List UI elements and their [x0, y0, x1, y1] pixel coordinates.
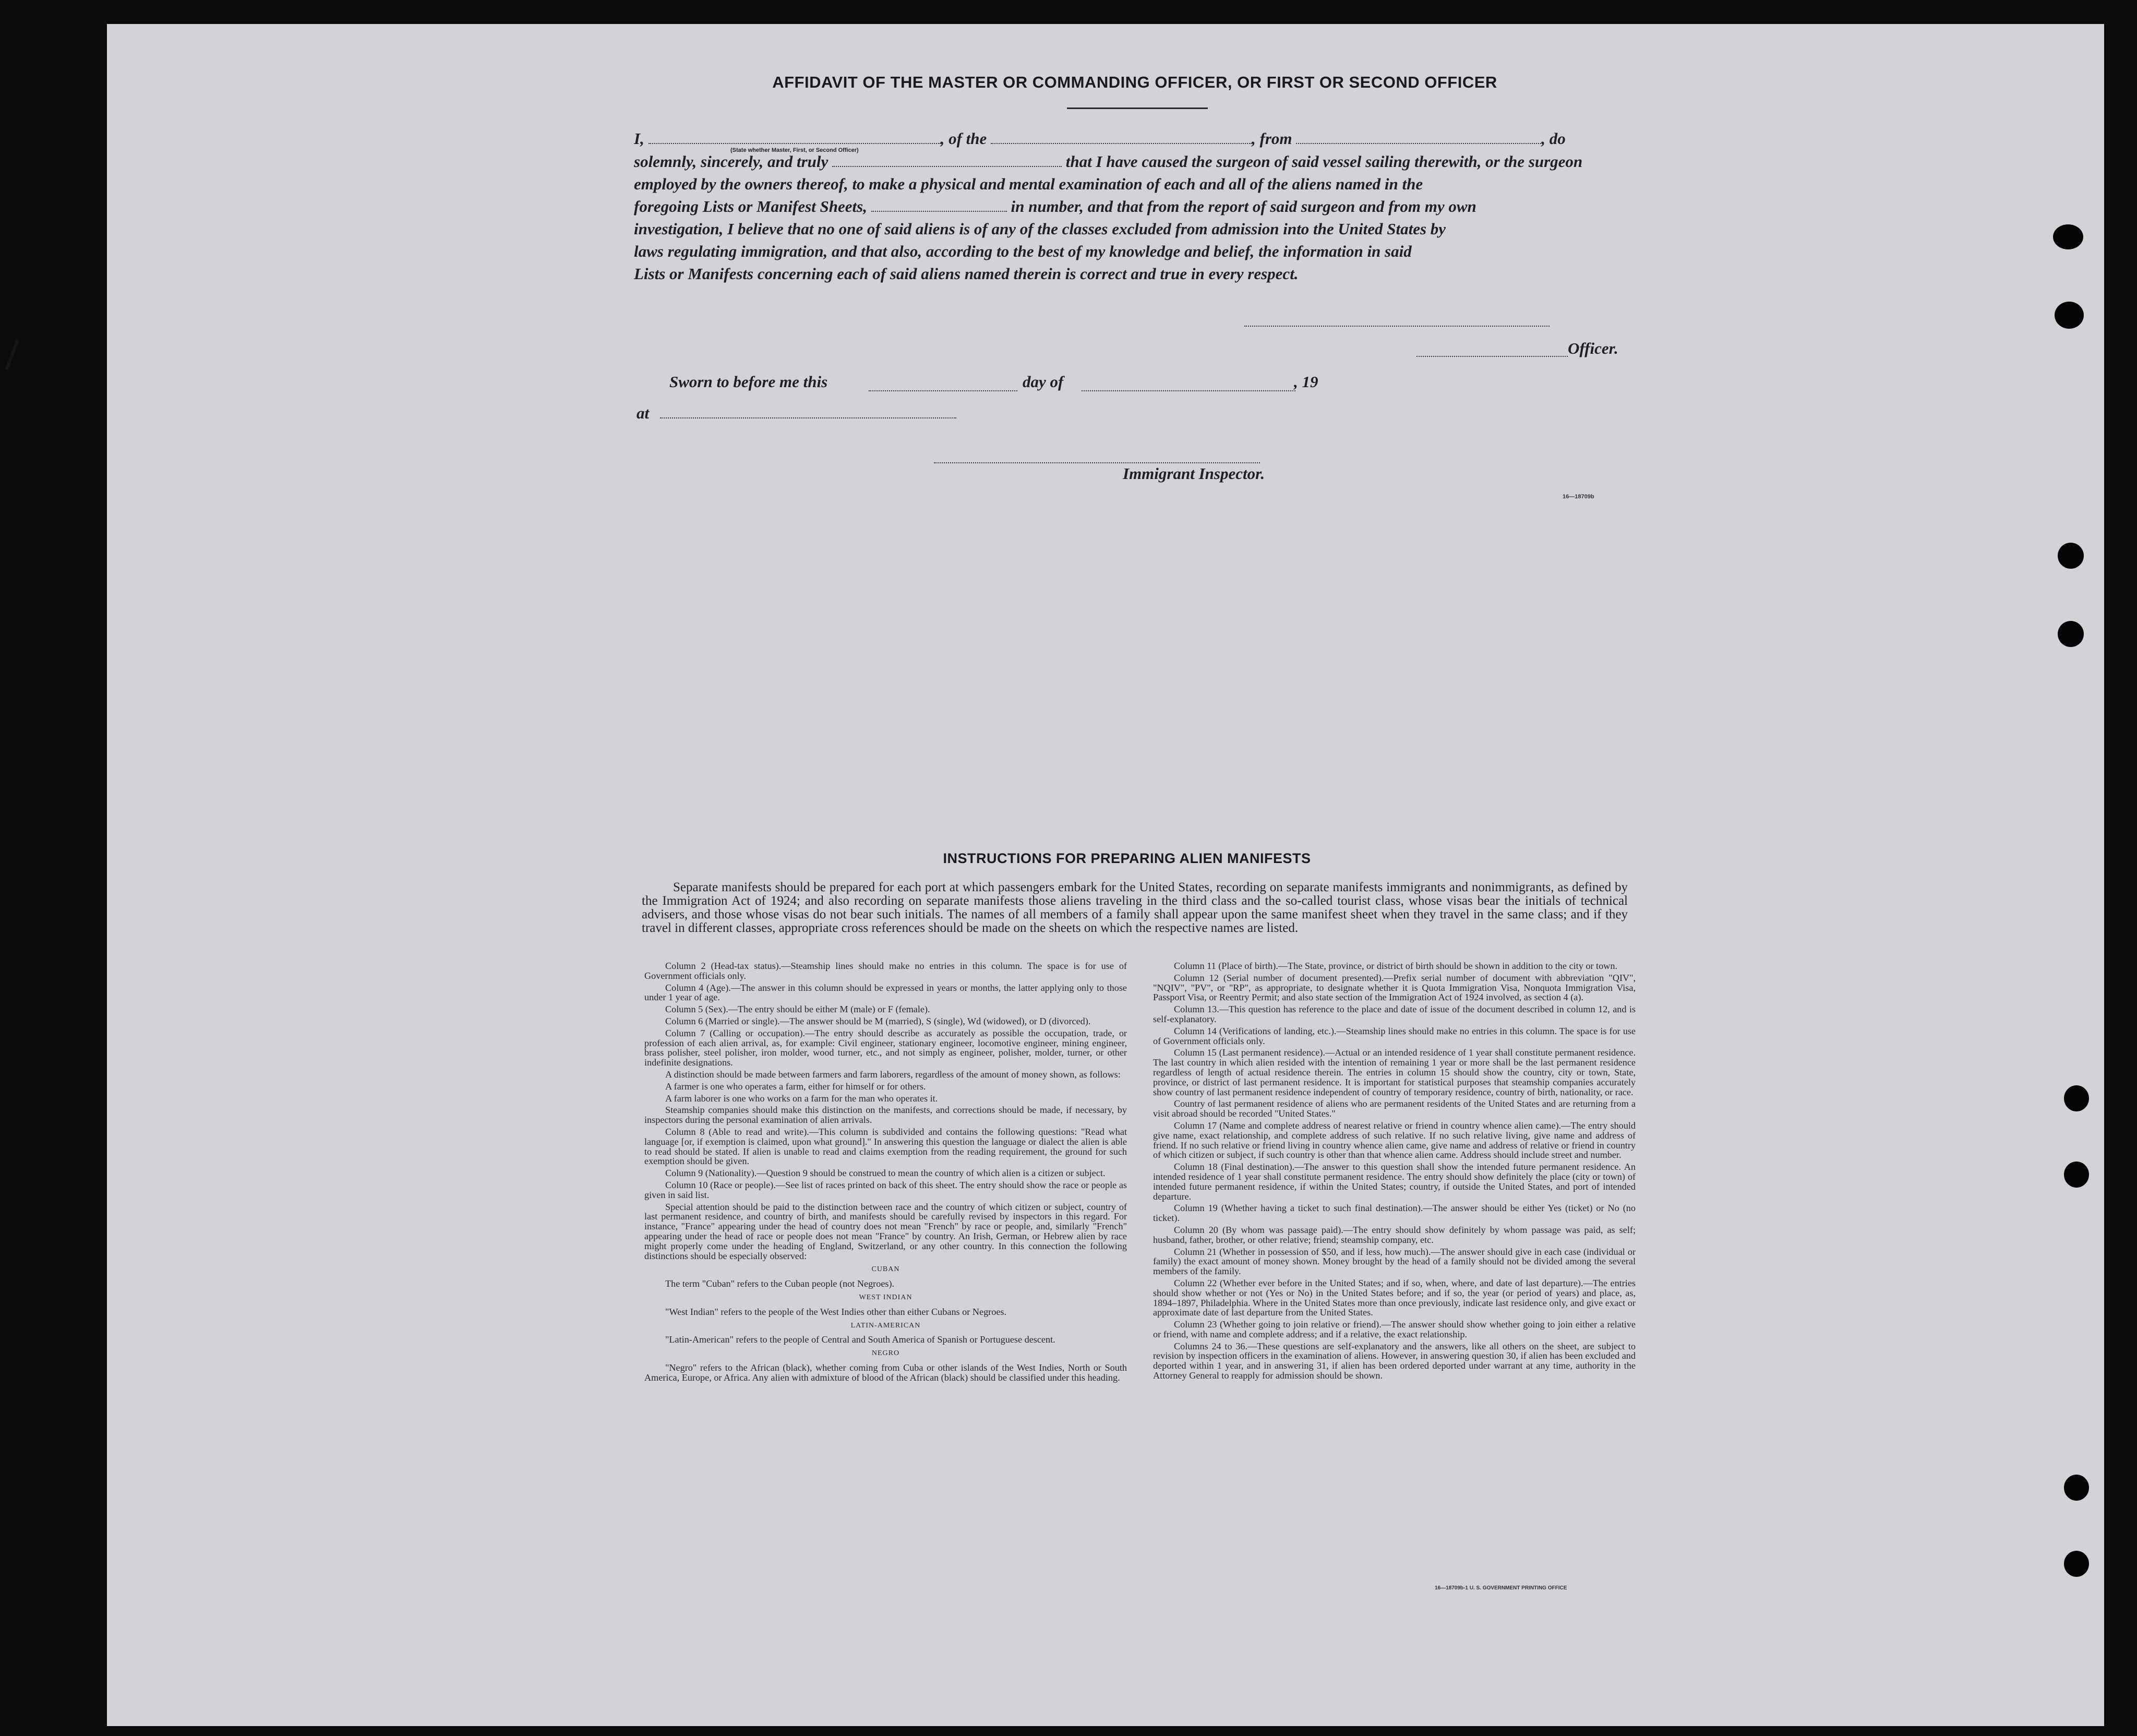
sworn-month-field[interactable]	[1082, 389, 1295, 391]
instructions-right-column	[1153, 961, 1636, 1383]
affidavit-line-6: laws regulating immigration, and that also, according to the best of my knowledge and belief, the information in said	[634, 242, 1412, 260]
officer-signature-line[interactable]	[1244, 325, 1550, 327]
column-19-note: Column 19 (Whether having a ticket to such final destination).—The answer should be either Yes (ticket) or No (no ticket).	[1153, 1203, 1636, 1224]
binder-hole	[2064, 1475, 2089, 1501]
affidavit-line-1: I, , of the , from , do	[634, 129, 1566, 148]
affidavit-line-5: investigation, I believe that no one of said aliens is of any of the classes excluded from admission into the United States by	[634, 220, 1446, 238]
sworn-label: Sworn to before me this	[669, 373, 828, 391]
west-indian-definition: "West Indian" refers to the people of the West Indies other than either Cubans or Negroes.	[665, 1306, 1007, 1317]
vessel-name-field[interactable]	[991, 131, 1252, 144]
affidavit-line-4: foregoing Lists or Manifest Sheets, in number, and that from the report of said surgeon and from my own	[634, 197, 1476, 215]
column-21-note: Column 21 (Whether in possession of $50, and if less, how much).—The answer should give in each case (individual or family) the exact amount of money shown. Money brought by the head of a family should not be divided among the several members of the family.	[1153, 1246, 1636, 1277]
column-10-distinction: Special attention should be paid to the distinction between race and the country of which citizen or subject, country of last permanent residence, and country of birth, and manifests should be carefully revised by inspectors in this regard. For instance, "France" appearing under the head of country does not mean "French" by race or people, and, similarly "French" appearing under the head of race or people does not mean "France" by country. An Irish, German, or Hebrew alien by race might properly come under the heading of England, Switzerland, or any other country. In this connection the following distinctions should be especially observed:	[644, 1201, 1127, 1261]
port-field[interactable]	[1296, 131, 1541, 144]
negro-definition: "Negro" refers to the African (black), whether coming from Cuba or other islands of the West Indies, North or South America, Europe, or Africa. Any alien with admixture of blood of the African (black) should be classified under this heading.	[644, 1362, 1127, 1383]
inspector-label: Immigrant Inspector.	[1123, 464, 1265, 483]
binder-hole	[2064, 1162, 2089, 1188]
column-13-note: Column 13.—This question has reference to the place and date of issue of the document described in column 12, and is self-explanatory.	[1153, 1004, 1636, 1024]
column-2-note: Column 2 (Head-tax status).—Steamship lines should make no entries in this column. The space is for use of Government officials only.	[644, 961, 1127, 981]
sworn-day-field[interactable]	[869, 389, 1017, 391]
binder-hole	[2055, 302, 2084, 329]
column-22-note: Column 22 (Whether ever before in the United States; and if so, when, where, and date of last departure).—The entries should show whether or not (Yes or No) in the United States before; and if so, the year (or period of years) and place, as, 1894–1897, Philadelphia. Where in the United States more than once previously, indicate last residence only, and give exact or approximate date of last departure from the United States.	[1153, 1277, 1636, 1318]
latin-american-heading: LATIN-AMERICAN	[850, 1321, 921, 1330]
column-18-note: Column 18 (Final destination).—The answer to this question shall show the intended future permanent residence. An intended residence of 1 year shall constitute permanent residence. The entry should show definitely the place (city or town) of intended future permanent residence, if within the United States; country, if outside the United States, and port of intended departure.	[1153, 1162, 1636, 1202]
sheet-count-field[interactable]	[871, 199, 1007, 212]
affidavit-line-3: employed by the owners thereof, to make a physical and mental examination of each and all of the aliens named in the	[634, 175, 1423, 193]
title-rule	[1067, 107, 1208, 109]
form-code: 16—18709b	[1563, 494, 1594, 500]
negro-heading: NEGRO	[871, 1349, 900, 1358]
column-4-note: Column 4 (Age).—The answer in this column should be expressed in years or months, the latter applying only to those under 1 year of age.	[644, 982, 1127, 1003]
day-of-label: day of	[1023, 373, 1064, 391]
column-15-returning: Country of last permanent residence of aliens who are permanent residents of the United States and are returning from a visit abroad should be recorded "United States."	[1153, 1098, 1636, 1119]
affidavit-line-7: Lists or Manifests concerning each of said aliens named therein is correct and true in every respect.	[634, 265, 1299, 283]
latin-american-definition: "Latin-American" refers to the people of Central and South America of Spanish or Portuguese descent.	[665, 1334, 1055, 1345]
binder-hole	[2058, 621, 2084, 647]
instructions-title: INSTRUCTIONS FOR PREPARING ALIEN MANIFESTS	[943, 851, 1311, 866]
instructions-intro: Separate manifests should be prepared for each port at which passengers embark for the United States, recording on separate manifests immigrants and nonimmigrants, as defined by the Immigration Act of 1924; and also recording on separate manifests those aliens traveling in the third class and the so-called tourist class, whose visas bear the initials of technical advisers, and those whose visas do not bear such initials. The names of all members of a family shall appear upon the same manifest sheet when they travel in the same class; and if they travel in different classes, appropriate cross references should be made on the sheets on which the respective names are listed.	[642, 880, 1628, 935]
year-label: , 19	[1294, 373, 1318, 391]
binder-hole	[2058, 543, 2084, 569]
column-5-note: Column 5 (Sex).—The entry should be either M (male) or F (female).	[665, 1004, 930, 1015]
column-17-note: Column 17 (Name and complete address of nearest relative or friend in country whence alien came).—The entry should give name, exact relationship, and complete address of such relative. If no such relative living, give name and address of friend. If no such relative or friend living in country whence alien came, give name and address of relative or friend in country of which citizen or subject, if such country is other than that whence alien came. Address should include street and number.	[1153, 1120, 1636, 1160]
column-14-note: Column 14 (Verifications of landing, etc.).—Steamship lines should make no entries in this column. The space is for use of Government officials only.	[1153, 1025, 1636, 1046]
column-8-note: Column 8 (Able to read and write).—This column is subdivided and contains the following questions: "Read what language [or, if exemption is claimed, upon what ground]." In answering this question the language or dialect the alien is able to read should be stated. If alien is unable to read and claims exemption from the reading requirement, the ground for such exemption should be given.	[644, 1126, 1127, 1167]
column-20-note: Column 20 (By whom was passage paid).—The entry should show definitely by whom passage was paid, as self; husband, father, brother, or other relative; friend; steamship company, etc.	[1153, 1224, 1636, 1245]
farm-laborer-definition: A farm laborer is one who works on a farm for the man who operates it.	[665, 1093, 938, 1104]
column-12-note: Column 12 (Serial number of document presented).—Prefix serial number of document with abbreviation "QIV", "NQIV", "PV", or "RP", as appropriate, to designate whether it is Quota Immigration Visa, Nonquota Immigration Visa, Passport Visa, or Reentry Permit; and also state section of the Immigration Act of 1924 involved, as section 4 (a).	[1153, 972, 1636, 1003]
cuban-definition: The term "Cuban" refers to the Cuban people (not Negroes).	[665, 1278, 895, 1289]
column-10-note: Column 10 (Race or people).—See list of races printed on back of this sheet. The entry should show the race or people as given in said list.	[644, 1179, 1127, 1200]
binder-hole	[2053, 224, 2083, 249]
column-15-note: Column 15 (Last permanent residence).—Actual or an intended residence of 1 year shall constitute permanent residence. The last country in which alien resided with the intention of remaining 1 year or more shall be the last permanent residence regardless of length of actual residence therein. The entries in column 15 should show the country, city or town, State, province, or district of last permanent residence. It is important for statistical purposes that steamship companies accurately show country of last permanent residence independent of country of temporary residence, country of birth, nationality, or race.	[1153, 1047, 1636, 1097]
sworn-place-field[interactable]	[660, 416, 956, 418]
printing-office-code: 16—18709b-1 U. S. GOVERNMENT PRINTING OFFICE	[1435, 1585, 1567, 1591]
scan-mark	[5, 340, 19, 370]
at-label: at	[637, 404, 650, 422]
binder-hole	[2064, 1085, 2089, 1111]
binder-hole	[2064, 1551, 2089, 1577]
cuban-heading: CUBAN	[871, 1265, 900, 1274]
column-23-note: Column 23 (Whether going to join relative or friend).—The answer should show whether going to join either a relative or friend, with name and complete address; and if a relative, the exact relationship.	[1153, 1319, 1636, 1339]
west-indian-heading: WEST INDIAN	[859, 1293, 913, 1301]
columns-24-36-note: Columns 24 to 36.—These questions are self-explanatory and the answers, like all others on the sheet, are subject to revision by inspection officers in the examination of aliens. However, in answering question 30, if alien has been excluded and deported within 1 year, and in answering 31, if alien has been ordered deported under warrant at any time, authority in the Attorney General to reapply for admission should be shown.	[1153, 1340, 1636, 1381]
column-9-note: Column 9 (Nationality).—Question 9 should be construed to mean the country of which alien is a citizen or subject.	[665, 1168, 1106, 1179]
column-7-distinction: A distinction should be made between farmers and farm laborers, regardless of the amount of money shown, as follows:	[665, 1069, 1121, 1080]
column-6-note: Column 6 (Married or single).—The answer should be M (married), S (single), Wd (widowed), or D (divorced).	[665, 1015, 1091, 1026]
officer-rank-field[interactable]	[649, 131, 941, 144]
farmer-definition: A farmer is one who operates a farm, either for himself or for others.	[665, 1081, 926, 1092]
column-7-note: Column 7 (Calling or occupation).—The entry should describe as accurately as possible the occupation, trade, or profession of each alien arrival, as, for example: Civil engineer, stationary engineer, locomotive engineer, mining engineer, brass polisher, steel polisher, iron molder, wood turner, etc., and not simply as engineer, polisher, molder, turner, or other indefinite designations.	[644, 1027, 1127, 1068]
column-7-correction: Steamship companies should make this distinction on the manifests, and corrections should be made, if necessary, by inspectors during the personal examination of alien arrivals.	[644, 1105, 1127, 1126]
sworn-manner-field[interactable]	[832, 154, 1062, 167]
rank-hint: (State whether Master, First, or Second Officer)	[730, 147, 859, 153]
instructions-left-column	[644, 961, 1127, 1384]
officer-label: Officer.	[1568, 339, 1618, 357]
affidavit-line-2: solemnly, sincerely, and truly that I have caused the surgeon of said vessel sailing therewith, or the surgeon	[634, 152, 1583, 171]
column-11-note: Column 11 (Place of birth).—The State, province, or district of birth should be shown in addition to the city or town.	[1174, 961, 1617, 971]
affidavit-title: AFFIDAVIT OF THE MASTER OR COMMANDING OFFICER, OR FIRST OR SECOND OFFICER	[772, 73, 1497, 91]
inspector-signature-line[interactable]	[934, 461, 1260, 463]
officer-title-line[interactable]	[1416, 355, 1568, 357]
